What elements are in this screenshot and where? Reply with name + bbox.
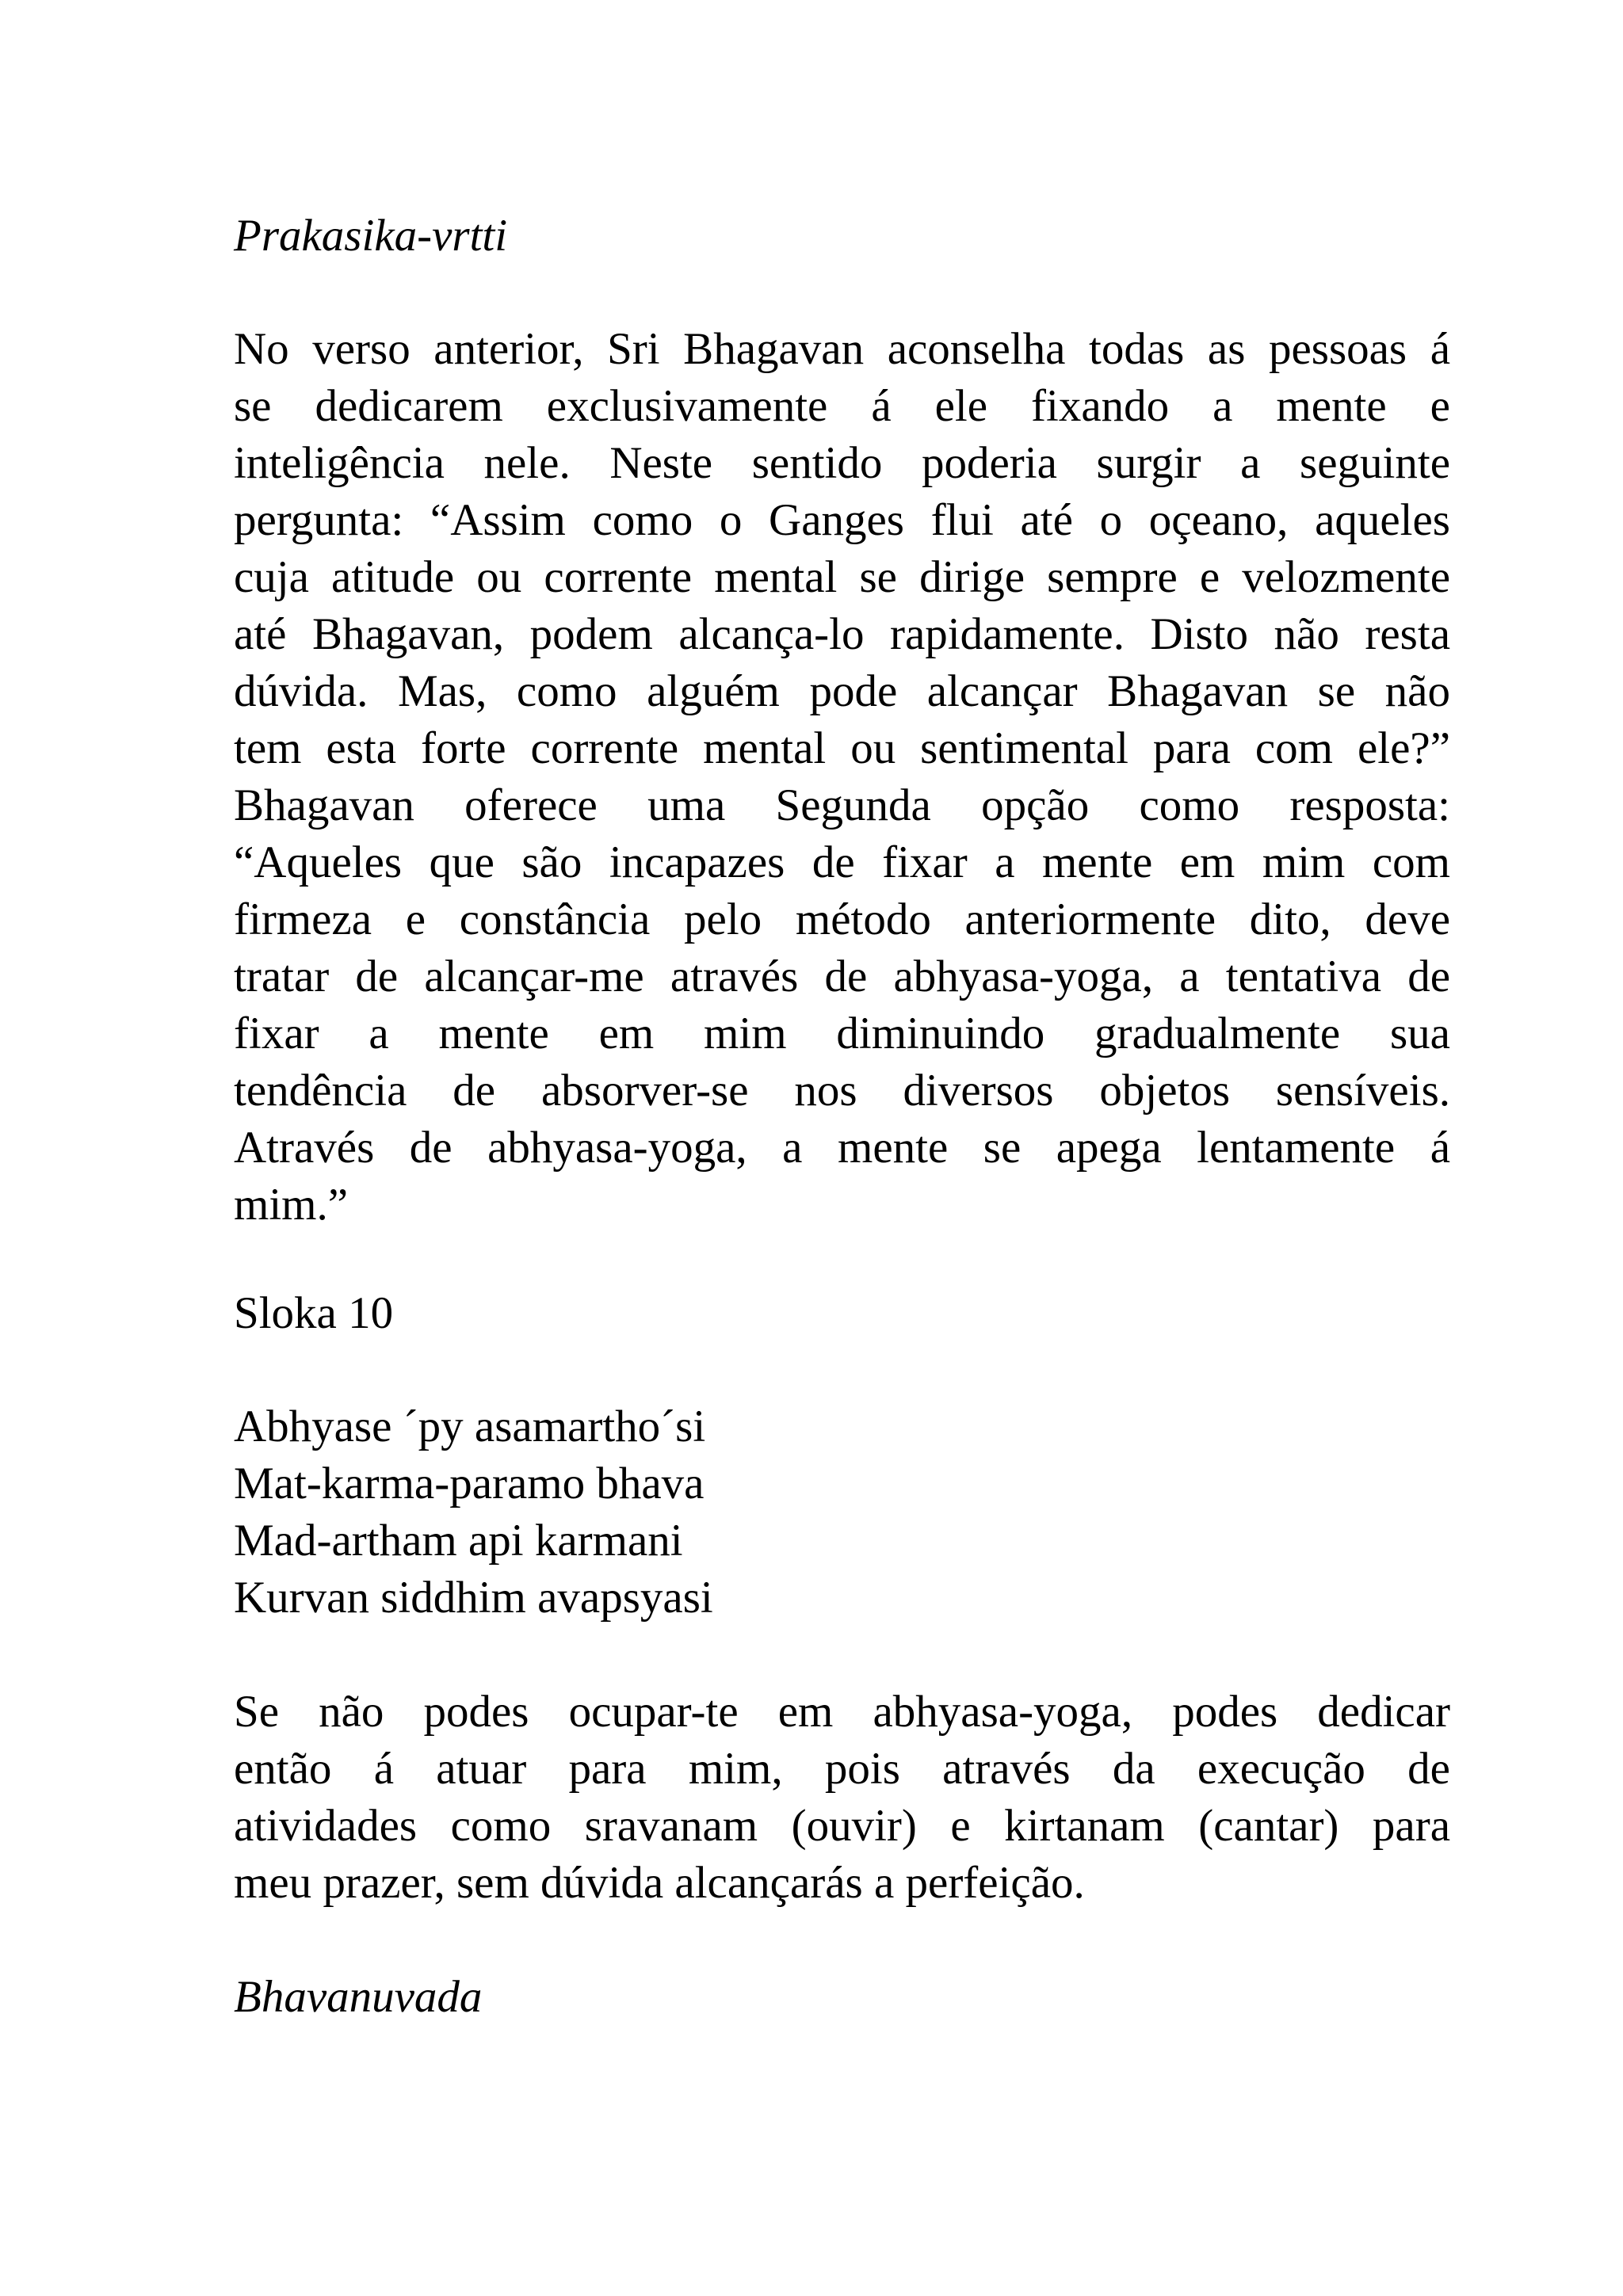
paragraph-line: Através de abhyasa-yoga, a mente se apega lentamente á — [234, 1123, 1450, 1173]
paragraph-line: então á atuar para mim, pois através da execução de — [234, 1744, 1450, 1794]
paragraph-line: Se não podes ocupar-te em abhyasa-yoga, podes dedicar — [234, 1687, 1450, 1737]
sloka-title: Sloka 10 — [234, 1288, 394, 1338]
paragraph-line: cuja atitude ou corrente mental se dirige sempre e velozmente — [234, 552, 1450, 602]
translation-paragraph — [234, 1684, 1450, 1912]
paragraph-line: atividades como sravanam (ouvir) e kirtanam (cantar) para — [234, 1801, 1450, 1851]
paragraph-line: inteligência nele. Neste sentido poderia surgir a seguinte — [234, 438, 1450, 488]
paragraph-line: até Bhagavan, podem alcança-lo rapidamente. Disto não resta — [234, 609, 1450, 659]
paragraph-line: tendência de absorver-se nos diversos objetos sensíveis. — [234, 1066, 1450, 1116]
verse-block — [234, 1398, 713, 1627]
paragraph-line: se dedicarem exclusivamente á ele fixando a mente e — [234, 381, 1450, 431]
verse-line: Kurvan siddhim avapsyasi — [234, 1573, 713, 1623]
paragraph-line: meu prazer, sem dúvida alcançarás a perfeição. — [234, 1858, 1085, 1908]
verse-line: Abhyase ´py asamartho´si — [234, 1402, 706, 1451]
paragraph-line: tratar de alcançar-me através de abhyasa-yoga, a tentativa de — [234, 952, 1450, 1001]
translation-heading: Bhavanuvada — [234, 1972, 483, 2022]
paragraph-line: pergunta: “Assim como o Ganges flui até o oçeano, aqueles — [234, 495, 1450, 545]
paragraph-line: fixar a mente em mim diminuindo gradualmente sua — [234, 1009, 1450, 1058]
paragraph-line: mim.” — [234, 1180, 349, 1230]
paragraph-line: Bhagavan oferece uma Segunda opção como resposta: — [234, 780, 1450, 830]
paragraph-line: “Aqueles que são incapazes de fixar a mente em mim com — [234, 837, 1450, 887]
commentary-paragraph — [234, 321, 1450, 1234]
verse-line: Mad-artham api karmani — [234, 1516, 683, 1566]
paragraph-line: tem esta forte corrente mental ou sentimental para com ele?” — [234, 723, 1450, 773]
paragraph-line: firmeza e constância pelo método anteriormente dito, deve — [234, 894, 1450, 944]
paragraph-line: No verso anterior, Sri Bhagavan aconselha todas as pessoas á — [234, 324, 1450, 374]
verse-line: Mat-karma-paramo bhava — [234, 1459, 705, 1508]
paragraph-line: dúvida. Mas, como alguém pode alcançar Bhagavan se não — [234, 666, 1450, 716]
commentary-heading: Prakasika-vrtti — [234, 211, 508, 261]
